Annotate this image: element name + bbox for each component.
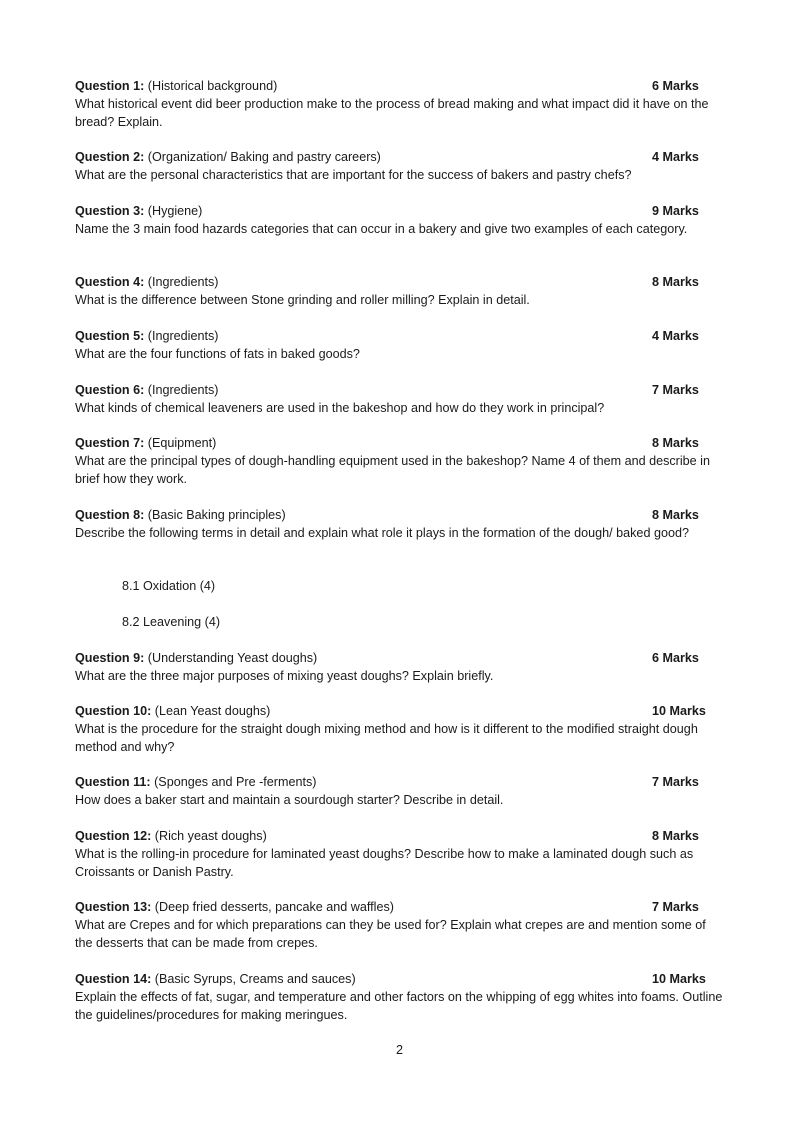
question-marks: 8 Marks [652, 508, 699, 522]
question-marks: 7 Marks [652, 775, 699, 789]
question-text: Name the 3 main food hazards categories that can occur in a bakery and give two examples of each category. [75, 222, 688, 236]
question-marks: 6 Marks [652, 651, 699, 665]
question-marks: 10 Marks [652, 704, 706, 718]
question-header [75, 506, 725, 524]
question-text: What are Crepes and for which preparations can they be used for? Explain what crepes are and mention some of the desserts that can be made from crepes. [75, 918, 706, 950]
question-marks: 4 Marks [652, 150, 699, 164]
question-text: What kinds of chemical leaveners are used in the bakeshop and how do they work in principal? [75, 401, 605, 415]
question-topic: (Sponges and Pre -ferments) [154, 775, 317, 789]
page-number: 2 [396, 1043, 404, 1057]
question-text: What is the difference between Stone grinding and roller milling? Explain in detail. [75, 293, 530, 307]
question-marks: 4 Marks [652, 329, 699, 343]
question-topic: (Ingredients) [147, 329, 219, 343]
question-label: Question 3: [75, 204, 145, 218]
subitem-leavening: 8.2 Leavening (4) [122, 615, 221, 629]
question-marks: 8 Marks [652, 829, 699, 843]
question-text: What historical event did beer production make to the process of bread making and what impact did it have on the bread? Explain. [75, 97, 709, 129]
question-text: What is the rolling-in procedure for laminated yeast doughs? Describe how to make a laminated dough such as Croissants or Danish Pastry. [75, 847, 694, 879]
question-text: Explain the effects of fat, sugar, and temperature and other factors on the whipping of egg whites into foams. Outline the guidelines/procedures for making meringues. [75, 990, 723, 1022]
question-label: Question 12: [75, 829, 152, 843]
question-13 [75, 898, 725, 952]
question-header [75, 649, 725, 667]
question-8 [75, 506, 725, 542]
question-header [75, 970, 725, 988]
question-marks: 8 Marks [652, 275, 699, 289]
question-header [75, 273, 725, 291]
question-label: Question 5: [75, 329, 145, 343]
question-header [75, 434, 725, 452]
question-marks: 9 Marks [652, 204, 699, 218]
question-header [75, 148, 725, 166]
question-label: Question 2: [75, 150, 145, 164]
question-topic: (Hygiene) [147, 204, 203, 218]
question-header [75, 898, 725, 916]
question-11 [75, 773, 725, 809]
question-3 [75, 202, 725, 238]
question-topic: (Understanding Yeast doughs) [147, 651, 318, 665]
question-header [75, 77, 725, 95]
subitem-oxidation: 8.1 Oxidation (4) [122, 579, 216, 593]
question-label: Question 8: [75, 508, 145, 522]
question-topic: (Lean Yeast doughs) [154, 704, 271, 718]
question-marks: 6 Marks [652, 79, 699, 93]
question-text: Describe the following terms in detail and explain what role it plays in the formation of the dough/ baked good? [75, 526, 689, 540]
question-text: What are the three major purposes of mixing yeast doughs? Explain briefly. [75, 669, 494, 683]
question-topic: (Ingredients) [147, 275, 219, 289]
question-topic: (Basic Syrups, Creams and sauces) [154, 972, 356, 986]
question-marks: 10 Marks [652, 972, 706, 986]
question-2 [75, 148, 725, 184]
question-10 [75, 702, 725, 756]
question-header [75, 202, 725, 220]
question-topic: (Rich yeast doughs) [154, 829, 267, 843]
question-text: What is the procedure for the straight dough mixing method and how is it different to the modified straight dough method and why? [75, 722, 698, 754]
question-label: Question 9: [75, 651, 145, 665]
question-text: How does a baker start and maintain a sourdough starter? Describe in detail. [75, 793, 504, 807]
question-topic: (Organization/ Baking and pastry careers) [147, 150, 381, 164]
question-7 [75, 434, 725, 488]
question-label: Question 10: [75, 704, 152, 718]
question-label: Question 7: [75, 436, 145, 450]
question-header [75, 702, 725, 720]
question-header [75, 381, 725, 399]
question-topic: (Ingredients) [147, 383, 219, 397]
question-text: What are the principal types of dough-handling equipment used in the bakeshop? Name 4 of them and describe in brief how they work. [75, 454, 710, 486]
question-topic: (Historical background) [147, 79, 278, 93]
question-14 [75, 970, 725, 1024]
question-topic: (Equipment) [147, 436, 217, 450]
question-label: Question 1: [75, 79, 145, 93]
question-topic: (Basic Baking principles) [147, 508, 286, 522]
question-4 [75, 273, 725, 309]
question-header [75, 827, 725, 845]
question-12 [75, 827, 725, 881]
question-label: Question 14: [75, 972, 152, 986]
question-text: What are the four functions of fats in baked goods? [75, 347, 360, 361]
question-label: Question 13: [75, 900, 152, 914]
question-label: Question 6: [75, 383, 145, 397]
question-label: Question 4: [75, 275, 145, 289]
question-6 [75, 381, 725, 417]
question-topic: (Deep fried desserts, pancake and waffles) [154, 900, 394, 914]
question-header [75, 773, 725, 791]
question-9 [75, 649, 725, 685]
question-label: Question 11: [75, 775, 151, 789]
question-text: What are the personal characteristics that are important for the success of bakers and pastry chefs? [75, 168, 632, 182]
question-header [75, 327, 725, 345]
question-marks: 8 Marks [652, 436, 699, 450]
question-marks: 7 Marks [652, 900, 699, 914]
question-1 [75, 77, 725, 131]
question-marks: 7 Marks [652, 383, 699, 397]
question-5 [75, 327, 725, 363]
